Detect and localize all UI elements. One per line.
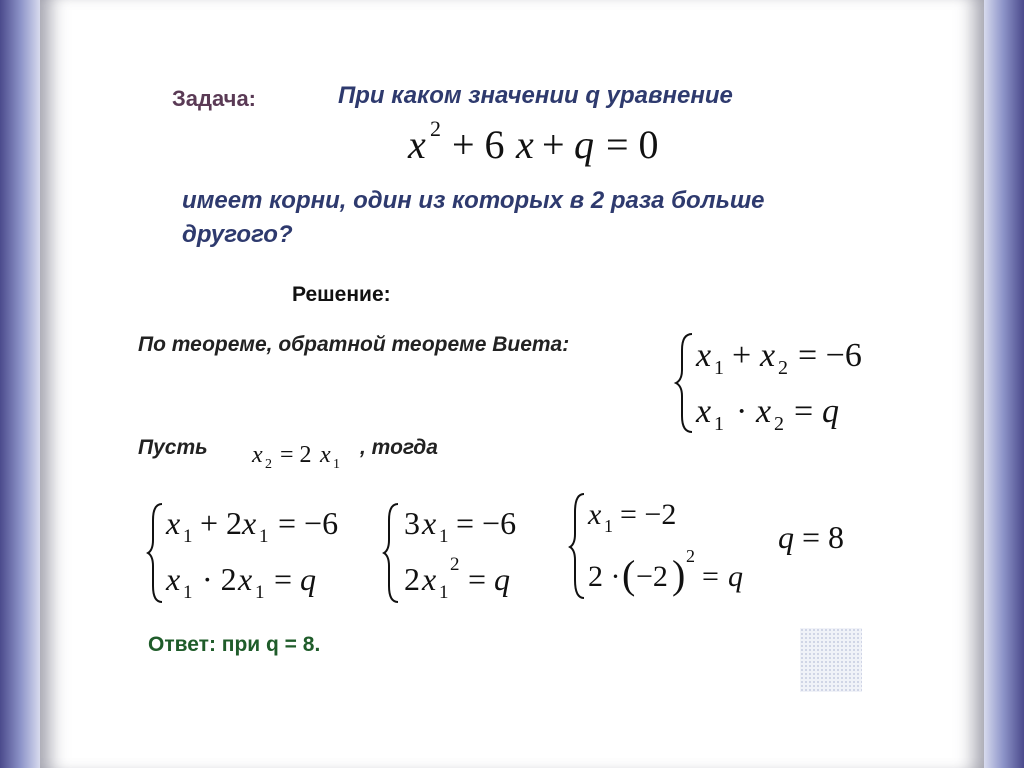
svg-text:q: q xyxy=(300,561,316,597)
svg-text:+ 2: + 2 xyxy=(200,505,243,541)
solution-heading: Решение: xyxy=(292,283,391,306)
equation-main-svg xyxy=(408,118,668,168)
svg-text:x: x xyxy=(320,442,331,468)
result-svg xyxy=(778,514,868,558)
svg-text:=: = xyxy=(468,561,487,597)
svg-text:2: 2 xyxy=(778,357,788,379)
svg-text:1: 1 xyxy=(255,582,265,603)
task-statement-line3: другого? xyxy=(182,221,293,248)
svg-text:=: = xyxy=(702,560,719,593)
svg-text:−2: −2 xyxy=(636,560,668,593)
svg-text:1: 1 xyxy=(439,582,449,603)
task-var-q: q xyxy=(585,82,600,109)
svg-text:1: 1 xyxy=(439,526,449,547)
task-text-before: При каком значении xyxy=(338,82,586,109)
svg-text:2: 2 xyxy=(265,457,272,472)
svg-text:x: x xyxy=(242,505,257,541)
svg-text:= 8: = 8 xyxy=(802,519,845,555)
svg-text:x: x xyxy=(516,122,534,167)
svg-text:2: 2 xyxy=(450,554,460,575)
svg-text:2: 2 xyxy=(686,546,695,566)
svg-text:x: x xyxy=(166,561,181,597)
system-1-svg xyxy=(148,500,368,606)
svg-text:+: + xyxy=(542,122,565,167)
svg-text:1: 1 xyxy=(183,582,193,603)
svg-text:=: = xyxy=(794,393,814,430)
svg-text:1: 1 xyxy=(714,413,724,435)
svg-text:·: · xyxy=(736,393,748,430)
svg-text:x: x xyxy=(760,337,776,374)
svg-text:x: x xyxy=(696,393,712,430)
svg-text:1: 1 xyxy=(259,526,269,547)
svg-text:= −6: = −6 xyxy=(798,337,862,374)
svg-text:= −2: = −2 xyxy=(620,498,677,531)
vieta-text: По теореме, обратной теореме Виета: xyxy=(138,333,570,356)
system-3 xyxy=(570,490,770,607)
task-statement-cont xyxy=(182,184,765,252)
svg-text:2: 2 xyxy=(404,561,420,597)
vieta-system-svg xyxy=(676,330,876,436)
svg-text:2: 2 xyxy=(430,116,441,141)
svg-text:2: 2 xyxy=(774,413,784,435)
svg-text:x: x xyxy=(756,393,772,430)
svg-text:q: q xyxy=(494,561,510,597)
task-statement-line2: имеет корни, один из которых в 2 раза больше xyxy=(182,187,765,214)
system-2 xyxy=(384,500,544,611)
svg-text:+ 6: + 6 xyxy=(452,122,505,167)
svg-text:· 2: · 2 xyxy=(202,561,237,597)
task-statement-line1 xyxy=(338,82,733,110)
substitution-svg xyxy=(252,438,352,472)
equation-main xyxy=(408,118,668,173)
svg-text:(: ( xyxy=(622,552,636,597)
let-text: Пусть xyxy=(138,436,208,459)
svg-text:q: q xyxy=(574,122,594,167)
svg-text:x: x xyxy=(408,122,426,167)
system-1 xyxy=(148,500,368,611)
svg-text:x: x xyxy=(252,442,263,468)
svg-text:q: q xyxy=(728,560,743,593)
svg-text:= 0: = 0 xyxy=(606,122,659,167)
svg-text:x: x xyxy=(166,505,181,541)
svg-text:x: x xyxy=(422,505,437,541)
svg-text:): ) xyxy=(672,552,686,597)
svg-text:x: x xyxy=(696,337,712,374)
substitution-formula xyxy=(252,438,352,477)
svg-text:1: 1 xyxy=(604,516,613,536)
then-text: , тогда xyxy=(360,436,438,459)
svg-text:x: x xyxy=(238,561,253,597)
svg-text:2 ·: 2 · xyxy=(588,560,621,593)
svg-text:= −6: = −6 xyxy=(278,505,339,541)
svg-text:3: 3 xyxy=(404,505,420,541)
dotted-decoration xyxy=(800,628,862,692)
system-2-svg xyxy=(384,500,544,606)
svg-text:+: + xyxy=(732,337,752,374)
svg-text:=: = xyxy=(274,561,293,597)
svg-text:= 2: = 2 xyxy=(280,442,312,468)
svg-text:q: q xyxy=(822,393,839,430)
system-3-svg xyxy=(570,490,770,602)
task-text-after: уравнение xyxy=(599,82,733,109)
svg-text:= −6: = −6 xyxy=(456,505,517,541)
answer-text: Ответ: при q = 8. xyxy=(148,633,321,656)
result-formula xyxy=(778,514,868,563)
svg-text:x: x xyxy=(422,561,437,597)
task-label: Задача: xyxy=(172,86,257,111)
svg-text:x: x xyxy=(588,498,602,531)
svg-text:1: 1 xyxy=(714,357,724,379)
vieta-system xyxy=(676,330,876,441)
svg-text:1: 1 xyxy=(333,457,340,472)
svg-text:q: q xyxy=(778,519,794,555)
svg-text:1: 1 xyxy=(183,526,193,547)
